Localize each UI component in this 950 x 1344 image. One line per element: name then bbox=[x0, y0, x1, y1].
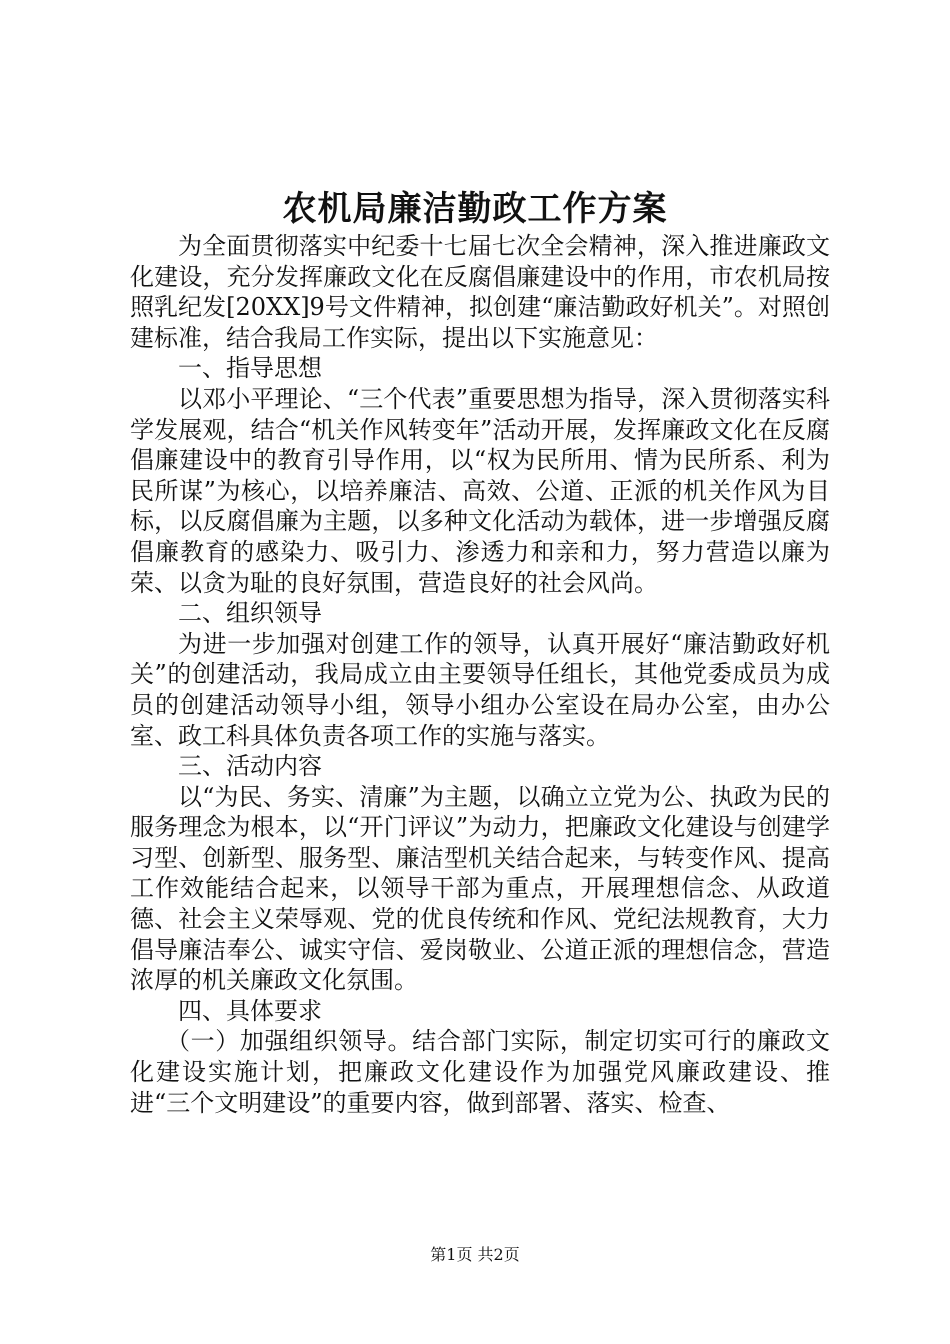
organization-paragraph: 为进一步加强对创建工作的领导，认真开展好“廉洁勤政好机关”的创建活动，我局成立由主要领导任组长，其他党委成员为成员的创建活动领导小组，领导小组办公室设在局办公室，由办公室、政工科具体负责各项工作的实施与落实。 bbox=[130, 629, 830, 750]
guiding-ideology-paragraph: 以邓小平理论、“三个代表”重要思想为指导，深入贯彻落实科学发展观，结合“机关作风转变年”活动开展，发挥廉政文化在反腐倡廉建设中的教育引导作用，以“权为民所用、情为民所系、利为民所谋”为核心，以培养廉洁、高效、公道、正派的机关作风为目标，以反腐倡廉为主题，以多种文化活动为载体，进一步增强反腐倡廉教育的感染力、吸引力、渗透力和亲和力，努力营造以廉为荣、以贪为耻的良好氛围，营造良好的社会风尚。 bbox=[130, 384, 830, 597]
section-heading-organization: 二、组织领导 bbox=[178, 599, 322, 628]
intro-paragraph: 为全面贯彻落实中纪委十七届七次全会精神，深入推进廉政文化建设，充分发挥廉政文化在反腐倡廉建设中的作用，市农机局按照乳纪发[20XX]9号文件精神，拟创建“廉洁勤政好机关”。对照创建标准，结合我局工作实际，提出以下实施意见： bbox=[130, 232, 830, 352]
document-body bbox=[130, 231, 830, 1118]
document-title: 农机局廉洁勤政工作方案 bbox=[282, 189, 668, 229]
page-number-footer: 第1页 共2页 bbox=[430, 1245, 520, 1264]
requirements-paragraph-1: （一）加强组织领导。结合部门实际，制定切实可行的廉政文化建设实施计划，把廉政文化建设作为加强党风廉政建设、推进“三个文明建设”的重要内容，做到部署、落实、检查、 bbox=[130, 1027, 830, 1117]
section-heading-guiding-ideology: 一、指导思想 bbox=[178, 354, 322, 383]
section-heading-requirements: 四、具体要求 bbox=[178, 996, 322, 1025]
activities-paragraph: 以“为民、务实、清廉”为主题，以确立立党为公、执政为民的服务理念为根本，以“开门评议”为动力，把廉政文化建设与创建学习型、创新型、服务型、廉洁型机关结合起来，与转变作风、提高工作效能结合起来，以领导干部为重点，开展理想信念、从政道德、社会主义荣辱观、党的优良传统和作风、党纪法规教育，大力倡导廉洁奉公、诚实守信、爱岗敬业、公道正派的理想信念，营造浓厚的机关廉政文化氛围。 bbox=[130, 782, 830, 995]
section-heading-activities: 三、活动内容 bbox=[178, 752, 322, 781]
